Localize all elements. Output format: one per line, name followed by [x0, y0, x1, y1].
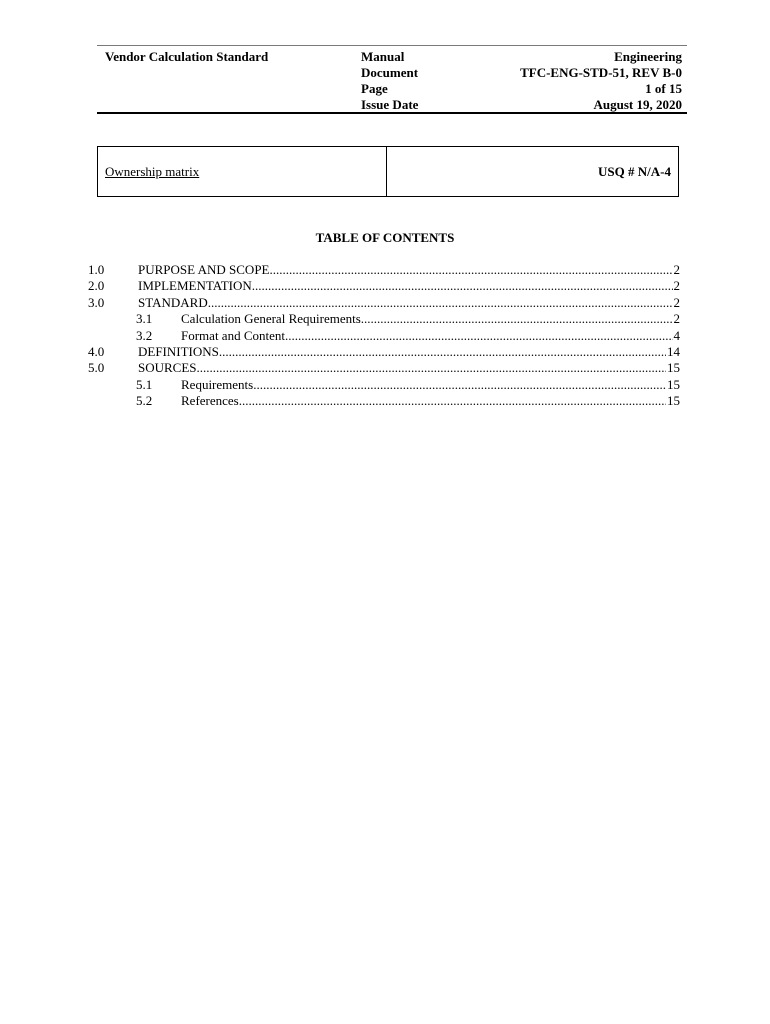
header-value-page: 1 of 15 [645, 81, 682, 96]
header-label-page: Page [361, 81, 388, 96]
document-title: Vendor Calculation Standard [105, 49, 269, 64]
toc-entry-page: 2 [673, 262, 680, 277]
toc-entry-5-2[interactable] [88, 393, 680, 409]
toc-entry-3-1[interactable] [88, 311, 680, 327]
toc-entry-5-1[interactable] [88, 377, 680, 393]
toc-leader-dots [239, 393, 666, 409]
toc-leader-dots [285, 328, 673, 344]
table-of-contents [88, 262, 680, 410]
header-values [520, 49, 682, 113]
toc-entry-3-2[interactable] [88, 328, 680, 344]
toc-entry-page: 14 [667, 343, 680, 359]
toc-leader-dots [252, 278, 673, 294]
toc-entry-1-0[interactable] [88, 262, 680, 278]
header-label-issue-date: Issue Date [361, 97, 419, 112]
header-value-document: TFC-ENG-STD-51, REV B-0 [520, 65, 682, 80]
toc-entry-number: 4.0 [88, 343, 105, 359]
ownership-matrix-link[interactable]: Ownership matrix [105, 163, 200, 179]
toc-entry-title: References [181, 393, 239, 409]
header-label-manual: Manual [361, 49, 405, 64]
toc-entry-4-0[interactable] [88, 344, 680, 360]
toc-entry-page: 2 [673, 311, 680, 327]
header-bottom-rule [97, 112, 687, 114]
toc-entry-title: STANDARD [138, 294, 208, 310]
toc-entry-3-0[interactable] [88, 295, 680, 311]
toc-heading: TABLE OF CONTENTS [315, 230, 455, 245]
ownership-box [97, 146, 679, 197]
toc-leader-dots [197, 360, 666, 376]
toc-entry-title: IMPLEMENTATION [138, 278, 252, 294]
toc-entry-number: 3.0 [88, 294, 105, 310]
toc-entry-5-0[interactable] [88, 360, 680, 376]
header-labels [361, 49, 418, 113]
toc-entry-page: 2 [673, 294, 680, 310]
header-label-document: Document [361, 65, 419, 80]
toc-entry-title: SOURCES [138, 360, 197, 376]
header-value-issue-date: August 19, 2020 [593, 97, 682, 112]
toc-entry-title: Calculation General Requirements [181, 311, 361, 327]
toc-entry-number: 3.2 [136, 327, 153, 343]
toc-entry-2-0[interactable] [88, 278, 680, 294]
toc-entry-number: 5.0 [88, 360, 105, 376]
toc-entry-title: DEFINITIONS [138, 343, 219, 359]
toc-entry-page: 2 [673, 278, 680, 294]
toc-entry-title: Requirements [181, 376, 254, 392]
toc-entry-page: 15 [667, 393, 680, 409]
toc-entry-number: 5.2 [136, 393, 153, 409]
toc-leader-dots [208, 295, 673, 311]
ownership-cell [98, 147, 387, 196]
header-top-rule [97, 45, 687, 46]
toc-entry-number: 2.0 [88, 278, 105, 294]
toc-entry-page: 15 [667, 376, 680, 392]
toc-entry-number: 3.1 [136, 311, 153, 327]
toc-entry-number: 1.0 [88, 262, 105, 277]
toc-leader-dots [361, 311, 673, 327]
toc-entry-title: PURPOSE AND SCOPE [138, 262, 270, 277]
toc-entry-page: 4 [673, 327, 680, 343]
toc-leader-dots [219, 344, 666, 360]
usq-number: USQ # N/A-4 [598, 163, 671, 179]
toc-entry-number: 5.1 [136, 376, 153, 392]
header-value-manual: Engineering [614, 49, 682, 64]
toc-entry-title: Format and Content [181, 327, 285, 343]
toc-entry-page: 15 [667, 360, 680, 376]
toc-leader-dots [253, 377, 666, 393]
toc-leader-dots [270, 262, 673, 278]
